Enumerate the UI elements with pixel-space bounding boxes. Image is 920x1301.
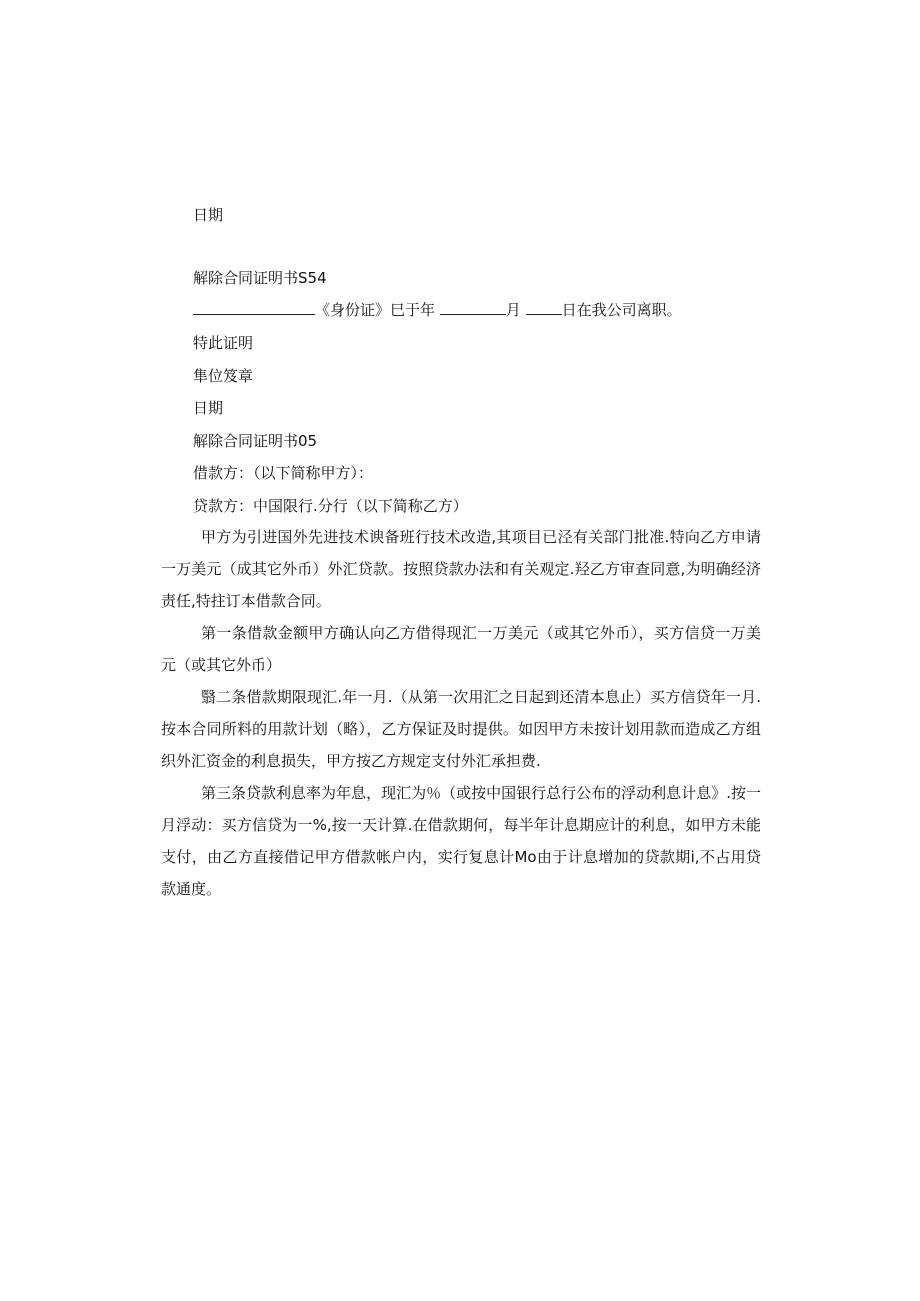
intro-paragraph: 甲方为引进国外先进技术谀备班行技术改造,其项目已泾有关部门批准.特向乙方申请一万美元（成其它外币）外汇贷款。按照贷款办法和有关观定.羟乙方审查同意,为明确经济责任,特拄订本借款合同。 <box>161 528 761 610</box>
date-label: 日期 <box>193 399 224 417</box>
lender-line: 贷款方：中国限行.分行（以下简称乙方） <box>193 497 468 515</box>
id-statement-line <box>193 300 682 320</box>
id-statement-part2: 月 <box>505 301 521 319</box>
certificate-title: 解除合同证明书S54 <box>193 269 327 287</box>
contract-body <box>161 521 761 905</box>
special-proof: 特此证明 <box>193 334 254 352</box>
unit-seal: 隼位笈章 <box>193 367 254 385</box>
borrower-line: 借款方：（以下简称甲方）： <box>193 464 374 482</box>
id-statement-part3: 日在我公司离职。 <box>561 301 682 319</box>
name-blank <box>193 300 315 315</box>
article-2-paragraph: 翳二条借款期限现汇.年一月.（从第一次用汇之日起到还清本息止）买方信贷年一月.按本合同所料的用款计划（略），乙方保证及时提供。如因甲方未按计划用款而造成乙方组织外汇资金的利息损失，甲方按乙方规定支付外汇承担费. <box>161 688 761 770</box>
year-blank <box>440 300 506 315</box>
date-label: 日期 <box>193 206 224 224</box>
article-1-paragraph: 第一条借款金额甲方确认向乙方借得现汇一万美元（或其它外币），买方信贷一万美元（或其它外币） <box>161 624 761 674</box>
day-blank <box>526 300 562 315</box>
article-3-paragraph: 第三条贷款利息率为年息，现汇为％（或按中国银行总行公布的浮动利息计息》.按一月浮动：买方信贷为一%,按一天计算.在借款期何，每半年计息期应计的利息，如甲方未能支付，由乙方直接借记甲方借款帐户内，实行复息计Mo由于计息增加的贷款期i,不占用贷款通度。 <box>161 784 761 898</box>
id-statement-part1: 《身份证》巳于年 <box>315 301 436 319</box>
certificate-title: 解除合同证明书05 <box>193 432 318 450</box>
